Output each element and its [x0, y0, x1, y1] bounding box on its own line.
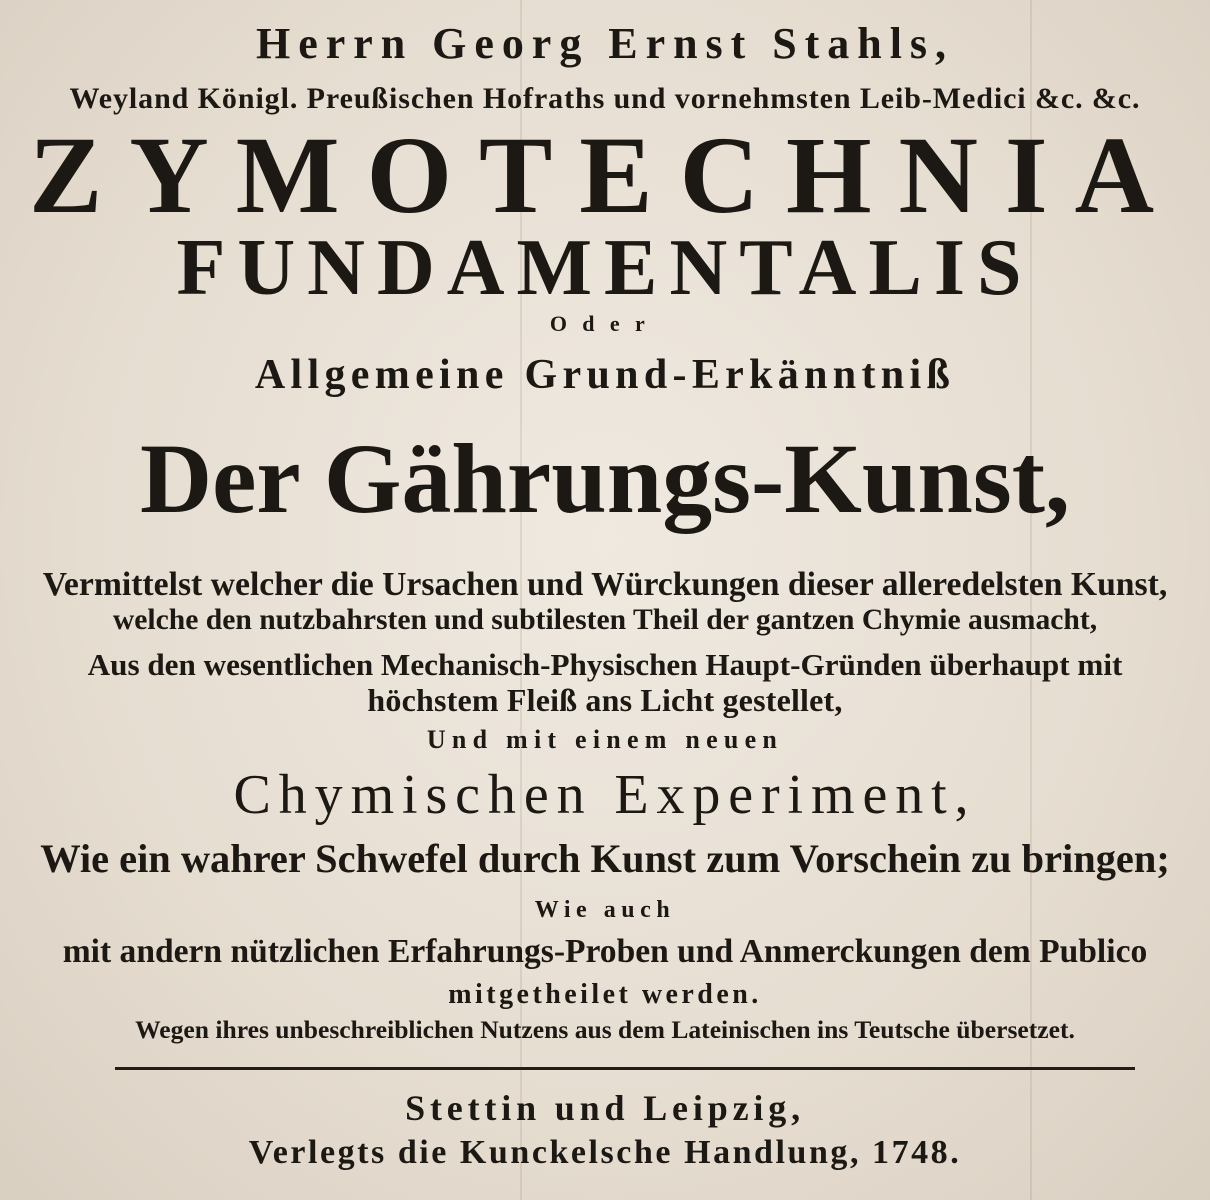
title-zymotechnia: [0, 114, 1210, 236]
title-fundamentalis-text: FUNDAMENTALIS: [176, 224, 1034, 312]
description-line: [0, 838, 1210, 880]
description-line: [0, 981, 1210, 1009]
description-text: mit andern nützlichen Erfahrungs-Proben und Anmerckungen dem Publico: [62, 933, 1148, 970]
chymischen-experiment-text: Chymischen Experiment,: [233, 764, 977, 826]
description-text: Wie ein wahrer Schwefel durch Kunst zum Vorschein zu bringen;: [40, 836, 1170, 881]
author-titles: [0, 84, 1210, 114]
author-titles-text: Weyland Königl. Preußischen Hofraths und vornehmsten Leib-Medici &c. &c.: [69, 82, 1141, 115]
title-zymotechnia-text: ZYMOTECHNIA: [29, 114, 1181, 236]
description-text: welche den nutzbahrsten und subtilesten Theil der gantzen Chymie ausmacht,: [112, 604, 1098, 636]
description-line: [0, 684, 1210, 716]
subtitle-grund-erkaenntniss: [0, 354, 1210, 396]
description-text: Und mit einem neuen: [426, 725, 784, 754]
oder-line: [0, 313, 1210, 335]
subtitle-grund-erkaenntniss-text: Allgemeine Grund-Erkänntniß: [254, 352, 956, 398]
description-text: Vermittelst welcher die Ursachen und Würckungen dieser alleredelsten Kunst,: [42, 566, 1168, 603]
horizontal-rule: [115, 1067, 1135, 1070]
description-text: mitgetheilet werden.: [448, 979, 762, 1010]
imprint-publisher: [0, 1136, 1210, 1170]
description-line: [0, 727, 1210, 753]
imprint-place: [0, 1090, 1210, 1126]
description-text: Wie auch: [534, 897, 676, 923]
oder-text: Oder: [549, 311, 661, 336]
description-line: [0, 932, 1210, 969]
description-line: [0, 565, 1210, 602]
author-line: [0, 19, 1210, 68]
description-text: Aus den wesentlichen Mechanisch-Physischen Haupt-Gründen überhaupt mit: [87, 647, 1123, 682]
translation-note-text: Wegen ihres unbeschreiblichen Nutzens aus dem Lateinischen ins Teutsche übersetzet.: [135, 1015, 1075, 1044]
description-line: [0, 648, 1210, 682]
chymischen-experiment: [0, 764, 1210, 826]
imprint-place-text: Stettin und Leipzig,: [405, 1088, 805, 1128]
imprint-publisher-text: Verlegts die Kunckelsche Handlung, 1748.: [248, 1134, 962, 1171]
subtitle-gaehrungs-kunst-text: Der Gährungs-Kunst,: [140, 423, 1070, 534]
author-line-text: Herrn Georg Ernst Stahls,: [256, 19, 954, 68]
title-fundamentalis: [0, 224, 1210, 312]
description-line: [0, 605, 1210, 636]
translation-note: [0, 1017, 1210, 1043]
subtitle-gaehrungs-kunst: [0, 420, 1210, 534]
description-text: höchstem Fleiß ans Licht gestellet,: [367, 682, 843, 718]
description-line: [0, 898, 1210, 922]
